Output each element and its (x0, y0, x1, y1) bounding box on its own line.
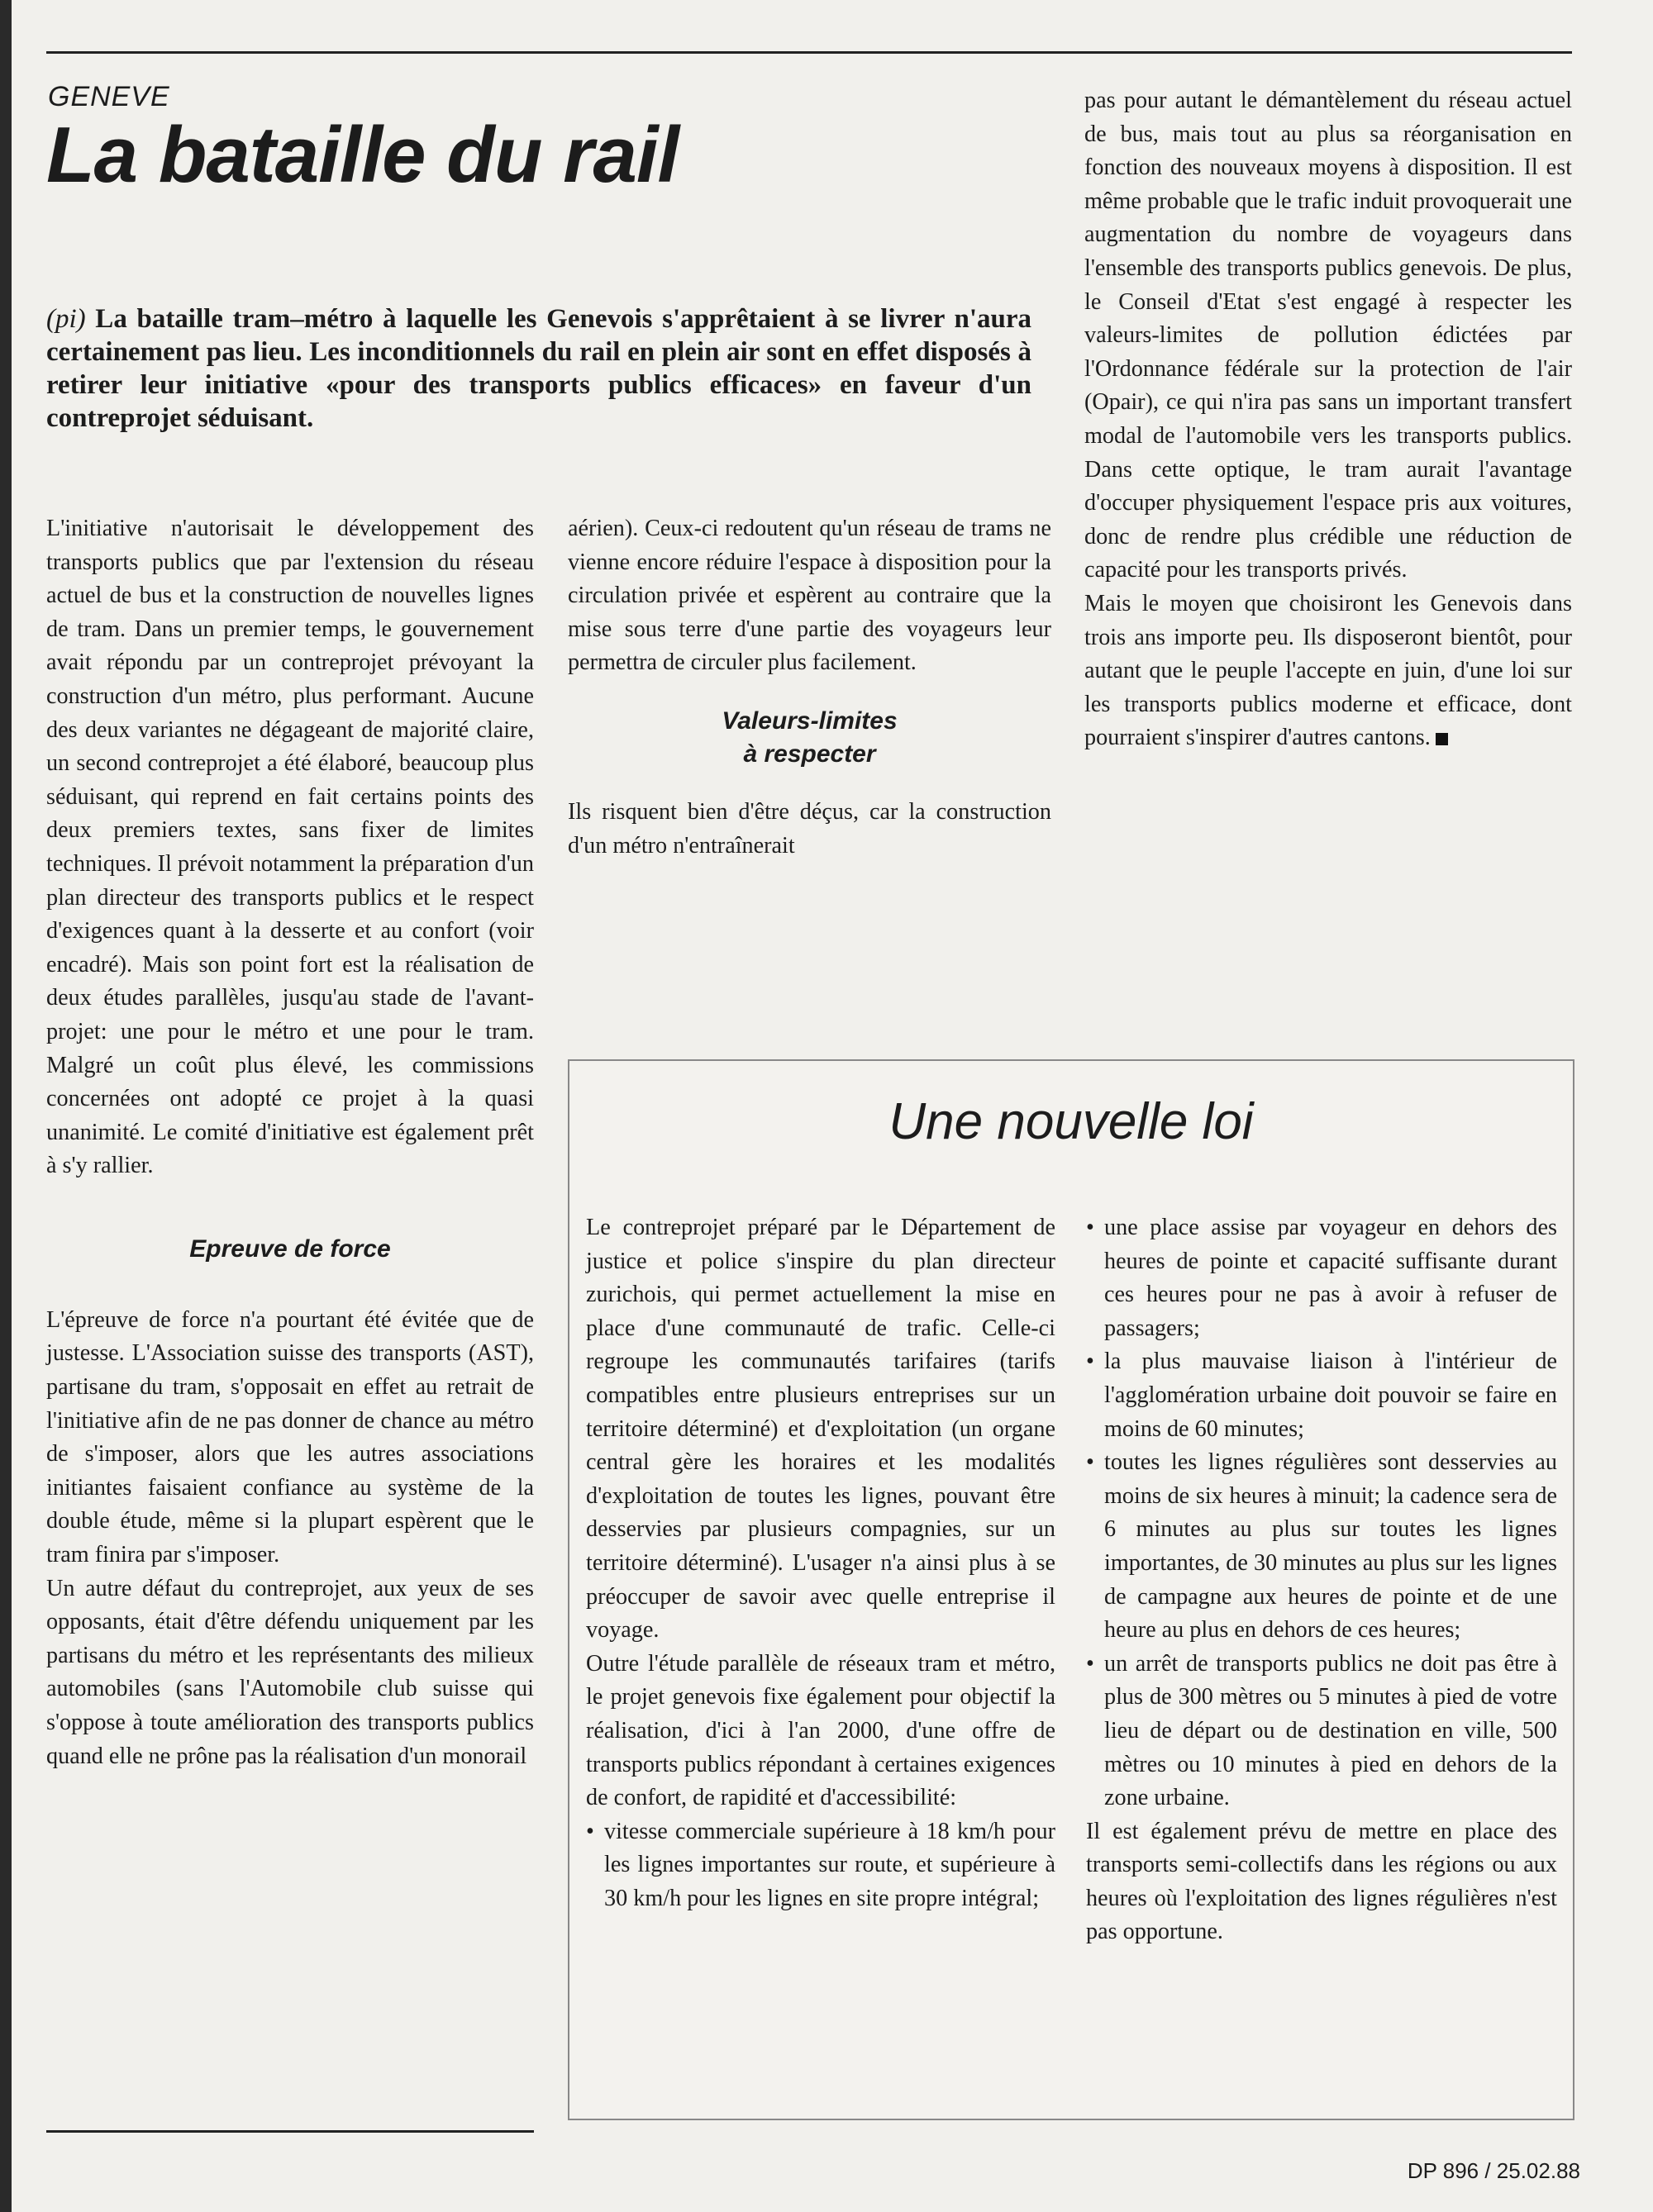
lead-tag: (pi) (46, 304, 86, 334)
bullet-liaison: • la plus mauvaise liaison à l'intérieur de l'agglomération urbaine doit pouvoir se faire en moins de 60 minutes; (1086, 1345, 1557, 1446)
box-paragraph-1: Le contreprojet préparé par le Département de justice et police s'inspire du plan directeur zurichois, qui permet actuellement la mise en place d'une communauté de trafic. Celle-ci regroupe les communautés tarifaires (tarifs compatibles entre plusieurs entreprises sur un territoire déterminé) et d'exploitation (un organe central gère les horaires et les modalités d'exploitation de toutes les lignes, pouvant être desservies par plusieurs compagnies, sur un territoire déterminé). L'usager n'a ainsi plus à se préoccuper de savoir avec quelle entreprise il voyage. (586, 1215, 1055, 1644)
column-3 (1084, 84, 1572, 755)
col2-paragraph-1: aérien). Ceux-ci redoutent qu'un réseau de trams ne vienne encore réduire l'espace à disposition pour la circulation privée et espèrent au contraire que la mise sous terre d'une partie des voyageurs leur permettra de circuler plus facilement. (568, 516, 1051, 676)
col2-paragraph-2: Ils risquent bien d'être déçus, car la construction d'un métro n'entraînerait (568, 798, 1051, 859)
box-bullet-list-right (1086, 1211, 1557, 1815)
scan-edge (0, 0, 12, 2212)
col1-bottom-rule (46, 2130, 534, 2133)
headline-text: La bataille du rail (46, 111, 679, 199)
bullet-lignes-regulieres: • toutes les lignes régulières sont desservies au moins de six heures à minuit; la cadence sera de 6 minutes au plus sur toutes les lignes importantes, de 30 minutes au plus sur les lignes de campagne aux heures de pointe et de une heure au plus en dehors de ces heures; (1086, 1446, 1557, 1648)
kicker: GENEVE (48, 81, 170, 112)
end-mark-icon (1436, 733, 1448, 745)
headline (46, 111, 679, 199)
box-paragraph-2: Outre l'étude parallèle de réseaux tram et métro, le projet genevois fixe également pour objectif la réalisation, d'ici à l'an 2000, d'une offre de transports publics répondant à certaines exigences de confort, de rapidité et d'accessibilité: (586, 1650, 1055, 1811)
lead-paragraph (46, 302, 1031, 435)
bullet-place-assise: • une place assise par voyageur en dehors des heures de pointe et capacité suffisante durant ces heures pour ne pas à avoir à refuser de passagers; (1086, 1211, 1557, 1345)
subheading-valeurs (568, 705, 1051, 771)
subheading-epreuve: Epreuve de force (189, 1234, 391, 1263)
box-paragraph-end: Il est également prévu de mettre en place des transports semi-collectifs dans les régions ou aux heures où l'exploitation des lignes régulières n'est pas opportune. (1086, 1818, 1557, 1945)
column-2 (568, 512, 1051, 863)
col1-paragraph-3: Un autre défaut du contreprojet, aux yeux de ses opposants, était d'être défendu uniquement par les partisans du métro et les représentants des milieux automobiles (sans l'Automobile club suisse qui s'oppose à toute amélioration des transports publics quand elle ne prône pas la réalisation d'un monorail (46, 1575, 534, 1769)
box-title: Une nouvelle loi (888, 1093, 1254, 1150)
box-bullet-list-left (586, 1815, 1055, 1916)
col3-paragraph-2-text: Mais le moyen que choisiront les Genevois dans trois ans importe peu. Ils disposeront bientôt, pour autant que le peuple l'accepte en juin, d'une loi sur les transports publics moderne et efficace, dont pourraient s'inspirer d'autres cantons. (1084, 590, 1572, 751)
sidebar-box (568, 1059, 1574, 2120)
lead-text: La bataille tram–métro à laquelle les Genevois s'apprêtaient à se livrer n'aura certainement pas lieu. Les inconditionnels du rail en plein air sont en effet disposés à retirer leur initiative «pour des transports publics efficaces» en faveur d'un contreprojet séduisant. (46, 304, 1031, 433)
bullet-vitesse: • vitesse commerciale supérieure à 18 km/h pour les lignes importantes sur route, et supérieure à 30 km/h pour les lignes en site propre intégral; (586, 1815, 1055, 1916)
bullet-arret: • un arrêt de transports publics ne doit pas être à plus de 300 mètres ou 5 minutes à pied de votre lieu de départ ou de destination en ville, 500 mètres ou 10 minutes à pied en dehors de la zone urbaine. (1086, 1648, 1557, 1815)
top-rule (46, 51, 1572, 54)
subheading-valeurs-line-1: Valeurs-limites (722, 706, 898, 735)
box-left-column (586, 1211, 1055, 1915)
col1-paragraph-1: L'initiative n'autorisait le développement des transports publics que par l'extension du réseau actuel de bus et la construction de nouvelles lignes de tram. Dans un premier temps, le gouvernement avait répondu par un contreprojet prévoyant la construction d'un métro, plus performant. Aucune des deux variantes ne dégageant de majorité claire, un second contreprojet a été élaboré, beaucoup plus séduisant, qui reprend en fait certains points des deux premiers textes, sans fixer de limites techniques. Il prévoit notamment la préparation d'un plan directeur des transports publics et le respect d'exigences quant à la desserte et au confort (voir encadré). Mais son point fort est la réalisation de deux études parallèles, jusqu'au stade de l'avant-projet: une pour le métro et une pour le tram. Malgré un coût plus élevé, les commissions concernées ont adopté ce projet à la quasi unanimité. Le comité d'initiative est également prêt à s'y rallier. (46, 516, 534, 1179)
page-footer: DP 896 / 25.02.88 (1407, 2158, 1580, 2183)
column-1 (46, 512, 534, 1773)
col3-paragraph-1: pas pour autant le démantèlement du réseau actuel de bus, mais tout au plus sa réorganisation en fonction des nouveaux moyens à disposition. Il est même probable que le trafic induit provoquerait une augmentation du nombre de voyageurs dans l'ensemble des transports publics genevois. De plus, le Conseil d'Etat s'est engagé à respecter les valeurs-limites de pollution édictées par l'Ordonnance fédérale sur la protection de l'air (Opair), ce qui n'ira pas sans un important transfert modal de l'automobile vers les transports publics. Dans cette optique, le tram aurait l'avantage d'occuper physiquement l'espace pris aux voitures, donc de rendre plus crédible une réduction de capacité pour les transports privés. (1084, 88, 1572, 583)
box-right-column (1086, 1211, 1557, 1949)
col1-paragraph-2: L'épreuve de force n'a pourtant été évitée que de justesse. L'Association suisse des transports (AST), partisane du tram, s'opposait en effet au retrait de l'initiative afin de ne pas donner de chance au métro de s'imposer, alors que les autres associations initiantes faisaient confiance au système de la double étude, même si la plupart espèrent que le tram finira par s'imposer. (46, 1306, 534, 1568)
col3-paragraph-2 (1084, 587, 1572, 755)
subheading-valeurs-line-2: à respecter (743, 740, 876, 768)
